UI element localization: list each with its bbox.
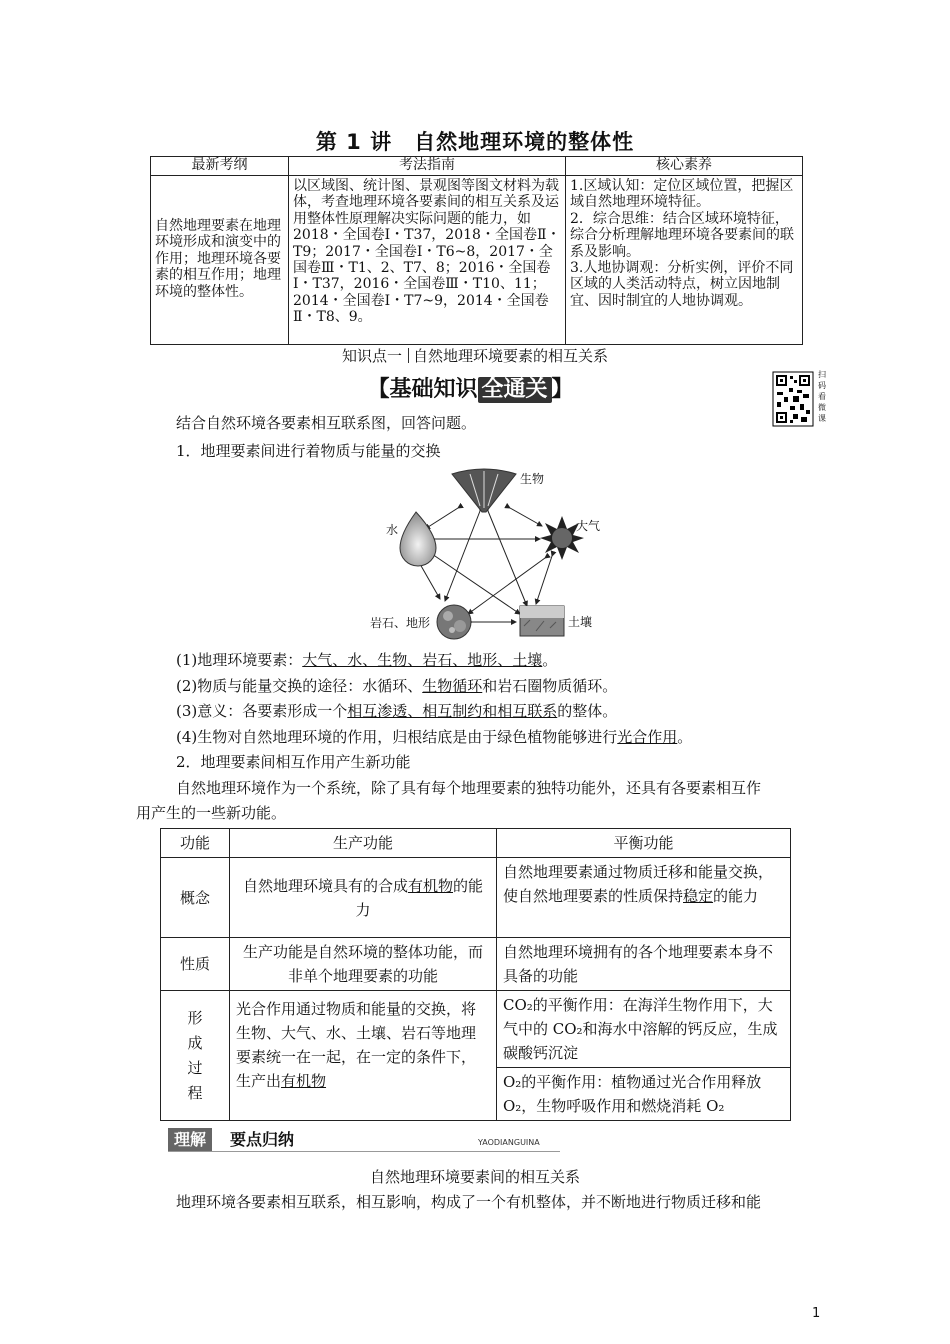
row-process-production: 光合作用通过物质和能量的交换，将生物、大气、水、土壤、岩石等地理要素统一在一起，在一定的条件下，生产出有机物: [230, 991, 497, 1121]
page-number: 1: [812, 1306, 821, 1321]
section-pinyin: YAODIANGUINA: [478, 1138, 540, 1147]
row-nature-production: 生产功能是自然环境的整体功能，而非单个地理要素的功能: [230, 938, 497, 991]
func-header-0: 功能: [161, 829, 230, 858]
diagram-air-label: 大气: [576, 519, 601, 533]
banner-right: 全通关: [478, 377, 552, 403]
row-process-co2: CO₂的平衡作用：在海洋生物作用下，大气中的 CO₂和海水中溶解的钙反应，生成碳酸钙沉淀: [497, 991, 791, 1068]
knowledge-point-title: [0, 345, 950, 366]
page-title: 第 1 讲 自然地理环境的整体性: [315, 130, 635, 154]
section-banner: 【基础知识 全通关 】: [367, 377, 574, 402]
row-concept-production: 自然地理环境具有的合成有机物的能力: [230, 858, 497, 938]
func-header-2: 平衡功能: [497, 829, 791, 858]
qr-code-icon[interactable]: [773, 370, 813, 428]
item-4: (4)生物对自然地理环境的作用，归根结底是由于绿色植物能够进行光合作用。: [176, 728, 693, 746]
func-header-1: 生产功能: [230, 829, 497, 858]
row-process-label: 形成过程: [161, 991, 230, 1121]
header-syllabus: 最新考纲: [151, 157, 289, 176]
knowledge-point-label: 知识点一: [341, 347, 402, 365]
row-concept-label: 概念: [161, 858, 230, 938]
row-concept-balance: 自然地理要素通过物质迁移和能量交换，使自然地理要素的性质保持稳定的能力: [497, 858, 791, 938]
heading-2: 2．地理要素间相互作用产生新功能: [176, 753, 411, 771]
row-nature-balance: 自然地理环境拥有的各个地理要素本身不具备的功能: [497, 938, 791, 991]
item-1: (1)地理环境要素：大气、水、生物、岩石、地形、土壤。: [176, 651, 558, 669]
paragraph-1b: 用产生的一些新功能。: [136, 804, 287, 822]
section-tag: 理解: [168, 1128, 212, 1152]
diagram-soil-label: 土壤: [568, 615, 593, 629]
syllabus-cell: 自然地理要素在地理环境形成和演变中的作用；地理环境各要素的相互作用；地理环境的整体性。: [151, 176, 289, 345]
paragraph-1a: 自然地理环境作为一个系统，除了具有每个地理要素的独特功能外，还具有各要素相互作: [176, 779, 762, 797]
row-process-o2: O₂的平衡作用：植物通过光合作用释放 O₂，生物呼吸作用和燃烧消耗 O₂: [497, 1068, 791, 1121]
elements-diagram: [370, 466, 610, 646]
header-literacy: 核心素养: [566, 157, 803, 176]
overview-table: [150, 156, 803, 345]
section-header: [168, 1128, 560, 1152]
guide-cell: 以区域图、统计图、景观图等图文材料为载体，考查地理环境各要素间的相互关系及运用整体性原理解决实际问题的能力，如 2018・全国卷Ⅰ・T37，2018・全国卷Ⅱ・T9；2017・全国卷Ⅰ・T6~8，2017・全国卷Ⅲ・T1、2、T7、8；2016・全国卷Ⅰ・T37，2016・全国卷Ⅲ・T10、11；2014・全国卷Ⅰ・T7~9，2014・全国卷Ⅱ・T8、9。: [289, 176, 566, 345]
row-nature-label: 性质: [161, 938, 230, 991]
paragraph-2: 地理环境各要素相互联系，相互影响，构成了一个有机整体，并不断地进行物质迁移和能: [176, 1193, 762, 1211]
banner-left: 基础知识: [389, 377, 478, 402]
header-guide: 考法指南: [289, 157, 566, 176]
item-2: (2)物质与能量交换的途径：水循环、生物循环和岩石圈物质循环。: [176, 677, 618, 695]
subsection-title: 自然地理环境要素间的相互关系: [369, 1168, 580, 1186]
function-table: [160, 828, 791, 1121]
knowledge-point-text: 自然地理环境要素的相互关系: [413, 347, 609, 365]
diagram-rock-label: 岩石、地形: [370, 616, 431, 630]
heading-1: 1．地理要素间进行着物质与能量的交换: [176, 442, 441, 460]
section-title: 要点归纳: [230, 1130, 295, 1149]
diagram-bio-label: 生物: [520, 472, 545, 486]
qr-caption: 扫码看微课: [818, 370, 826, 423]
literacy-cell: 1.区域认知：定位区域位置，把握区域自然地理环境特征。 2．综合思维：结合区域环境特征，综合分析理解地理环境各要素间的联系及影响。 3.人地协调观：分析实例，评价不同区域的人类活动特点，树立因地制宜、因时制宜的人地协调观。: [566, 176, 803, 345]
intro-text: 结合自然环境各要素相互联系图，回答问题。: [176, 414, 477, 432]
diagram-water-label: 水: [386, 523, 399, 537]
item-3: (3)意义：各要素形成一个相互渗透、相互制约和相互联系的整体。: [176, 702, 618, 720]
